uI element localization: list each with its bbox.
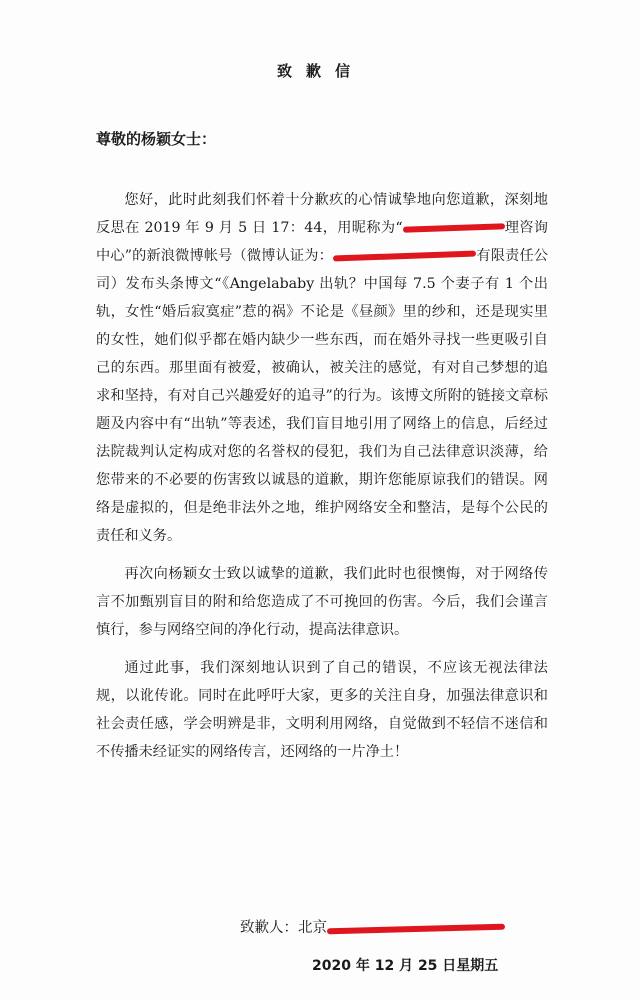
redaction-mark	[333, 248, 476, 264]
redaction-mark	[403, 220, 505, 236]
paragraph-1-part-b: 理咨询中心”的新浪微博帐号（微博认证为：	[96, 220, 548, 264]
paragraph-1-part-c: 有限责任公司）发布头条博文“《Angelababy 出轨？中国每 7.5 个妻子有 1 个出轨，女性“婚后寂寞症”惹的祸》不论是《昼颜》里的纱和，还是现实里的女性，她们似乎都在婚内缺少一些东西，而在婚外寻找一些更吸引自己的东西。那里面有被爱，被确认，被关注的感觉，有对自己梦想的追求和坚持，有对自己兴趣爱好的追寻”的行为。该博文所附的链接文章标题及内容中有“出轨”等表述，我们盲目地引用了网络上的信息，后经过法院裁判认定构成对您的名誉权的侵犯，我们为自己法律意识淡薄，给您带来的不必要的伤害致以诚恳的道歉，期许您能原谅我们的错误。网络是虚拟的，但是绝非法外之地，维护网络安全和整洁，是每个公民的责任和义务。	[96, 248, 548, 544]
signoff-label: 致歉人：	[240, 920, 298, 936]
letter-body	[96, 186, 548, 776]
paragraph-2: 再次向杨颖女士致以诚挚的道歉，我们此时也很懊悔，对于网络传言不加甄别盲目的附和给您造成了不可挽回的伤害。今后，我们会谨言慎行，参与网络空间的净化行动，提高法律意识。	[96, 566, 548, 638]
paragraph-1-part-a: 您好，此时此刻我们怀着十分歉疚的心情诚挚地向您道歉，深刻地反思在 2019 年 9 月 5 日 17：44，用昵称为“	[96, 192, 548, 236]
salutation: 尊敬的杨颖女士：	[96, 130, 217, 148]
paragraph-1	[96, 186, 548, 550]
signature-redaction-mark	[327, 919, 505, 937]
paragraph-3: 通过此事，我们深刻地认识到了自己的错误，不应该无视法律法规，以讹传讹。同时在此呼吁大家，更多的关注自身，加强法律意识和社会责任感，学会明辨是非，文明利用网络，自觉做到不轻信不迷信和不传播未经证实的网络传言，还网络的一片净土！	[96, 660, 548, 760]
signoff-name: 北京	[298, 920, 327, 936]
signoff	[240, 916, 505, 937]
letter-title: 致歉信	[276, 62, 364, 80]
letter-date: 2020 年 12 月 25 日星期五	[312, 958, 499, 974]
